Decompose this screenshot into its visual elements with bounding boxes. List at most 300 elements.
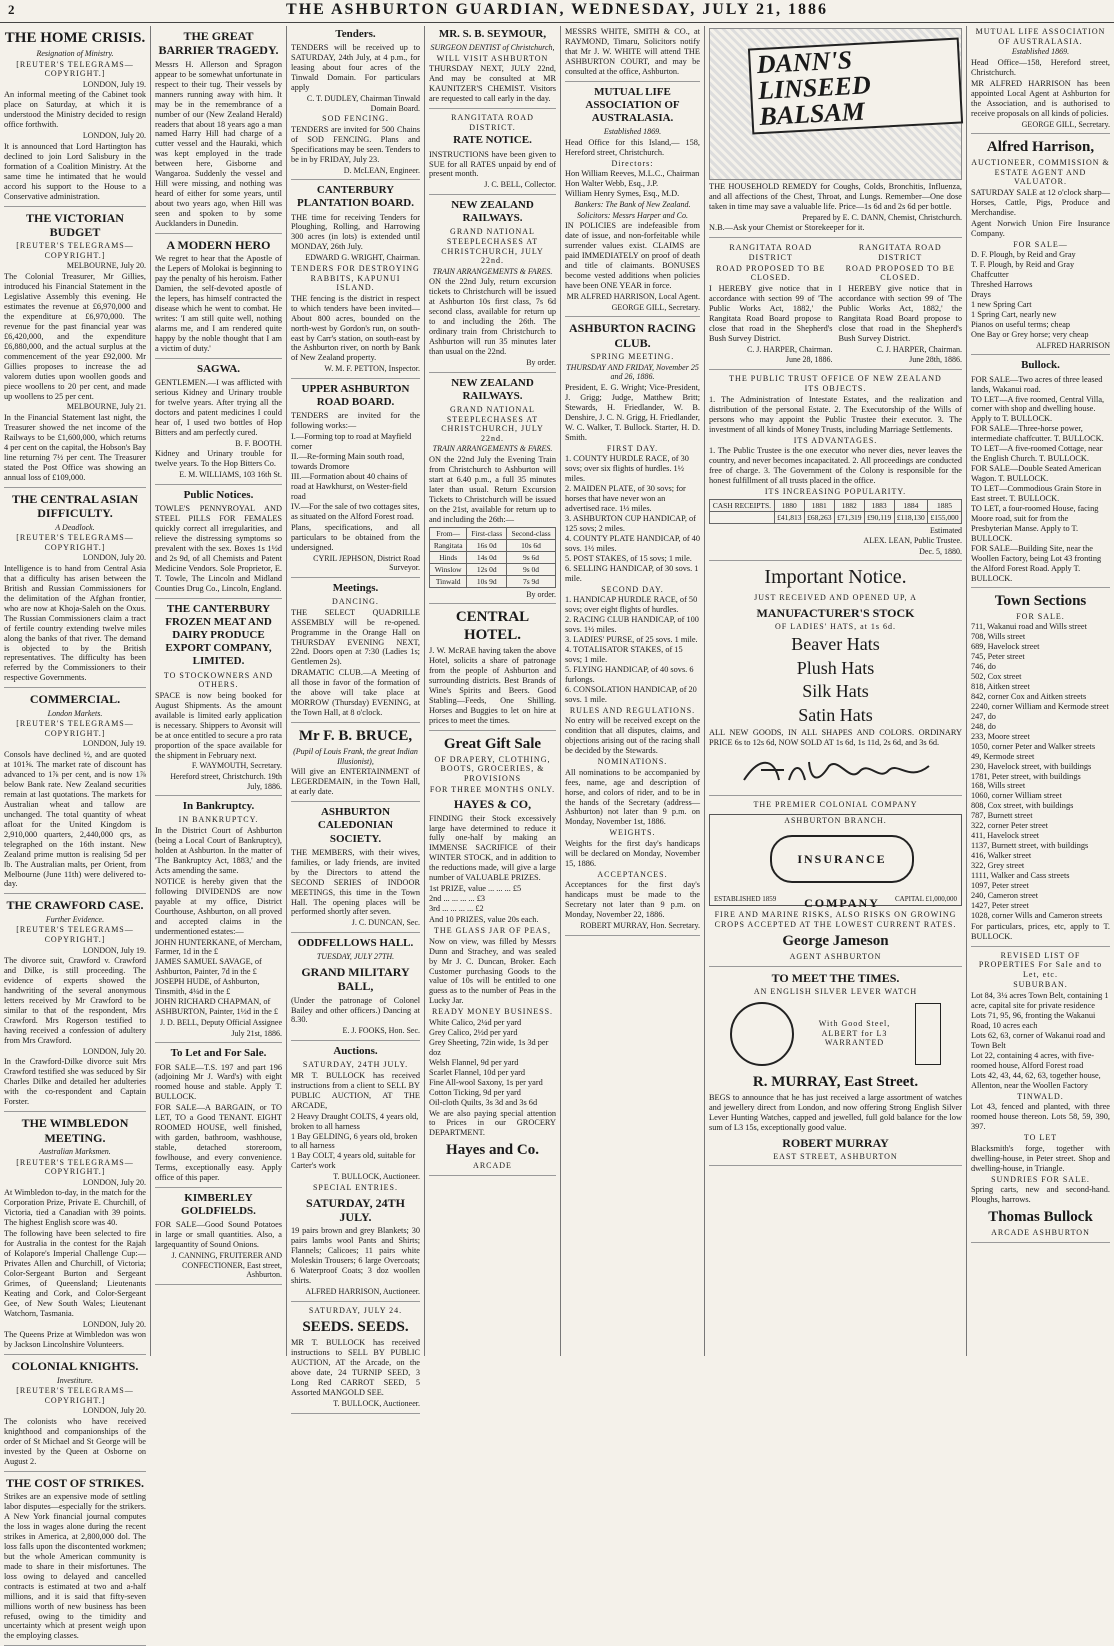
headline: THE COST OF STRIKES. [5, 1475, 145, 1490]
credit: [REUTER'S TELEGRAMS—COPYRIGHT.] [16, 533, 134, 552]
ad-subtitle: TRAIN ARRANGEMENTS & FARES. [432, 444, 553, 454]
ad-body: THE SELECT QUADRILLE ASSEMBLY will be re-opened. Programme in the Orange Hall on THURSDAY EVENING NEXT, 22nd. Doors open at 7:30 (Ladies 1s; Gentlemen 2s). [291, 607, 420, 667]
section-title: Bullock. [1021, 359, 1060, 372]
dateline: LONDON, July 20. [82, 553, 146, 563]
ad-caption: FOR SALE. [1016, 611, 1065, 621]
newspaper-title: THE ASHBURTON GUARDIAN, WEDNESDAY, JULY 21, 1886 [286, 1, 828, 18]
ad-body: And 10 PRIZES, value 20s each. [429, 915, 539, 925]
signature: CYRIL JEPHSON, District Road Surveyor. [313, 553, 420, 573]
ad-title: ASHBURTON CALEDONIAN SOCIETY. [317, 806, 394, 845]
ad-title: NEW ZEALAND RAILWAYS. [451, 199, 534, 225]
merchant-name: HAYES & CO, [453, 797, 532, 812]
table-row: Winslow 12s 0d 9s 0d [430, 563, 556, 575]
ad-title: KIMBERLEY GOLDFIELDS. [181, 1191, 256, 1218]
ad-caption: ITS INCREASING POPULARITY. [764, 487, 907, 497]
ad-body: TOWLE'S PENNYROYAL AND STEEL PILLS FOR FEMALES quickly correct all irregularities, and relieve the distressing symptoms so prevalent with the sex. Boxes 1s 1½d and 2s 9d, of all Chemists and Patent Medicine Vendors. Sole Proprietor, E. T. Towle, The Lincoln and Midland Counties Drug Co., Lincoln, England. [155, 504, 282, 593]
town-section-item: 746, do [971, 662, 996, 672]
table-row: Tinwald 10s 9d 7s 9d [430, 575, 556, 587]
town-section-item: 745, Peter street [971, 652, 1025, 662]
town-section-item: 230, Havelock street, with buildings [971, 761, 1092, 771]
ad-caption: GRAND NATIONAL STEEPLECHASES AT CHRISTCHURCH, JULY 22nd. [441, 404, 544, 443]
ad-seymour-dentist [429, 28, 556, 109]
ad-body: MR T. BULLOCK has received instructions from a client to SELL BY PUBLIC AUCTION, AT THE ARCADE, [291, 1070, 420, 1110]
ad-subtitle: Established 1869. [603, 127, 662, 137]
list-item: White Calico, 2¼d per yard [429, 1017, 522, 1027]
article-cost-of-strikes [4, 1476, 146, 1646]
signature: By order. [526, 589, 556, 599]
list-item: FOR SALE—Three-horse power, intermediate chaffcutter. T. BULLOCK. [971, 424, 1104, 444]
ad-caption: TO STOCKOWNERS AND OTHERS. [163, 670, 274, 690]
ad-body: 19 pairs brown and grey Blankets; 30 pairs lambs wool Pants and Shirts; Flannels; Calicoes; 11 pairs white Moleskin Trousers; 6 large Overcoats; 6 Waterproof Coats; 3 doz woollen shirts. [291, 1226, 420, 1286]
ad-body: THURSDAY NEXT, JULY 22nd, And may be consulted at MR KAUNITZER'S CHEMIST. Visitors are requested to call early in the day. [429, 64, 556, 104]
signature: C. J. HARPER, Chairman. [746, 344, 833, 354]
list-item: Hon Walter Webb, Esq., J.P. [565, 179, 659, 189]
ad-caption: GRAND NATIONAL STEEPLECHASES AT CHRISTCHURCH, JULY 22nd. [441, 227, 544, 266]
list-item: 1. COUNTY HURDLE RACE, of 30 sovs; over six flights of hurdles. 1½ miles. [565, 454, 689, 484]
hat-type: Satin Hats [798, 704, 873, 725]
ad-body: J. W. McRAE having taken the above Hotel, solicits a share of patronage from the people of Ashburton and surrounding districts. Best Brands of Wine's Spirits and Beers. Good Stabling—Feeds, One Shilling. Horses and Buggies to let on hire at prices to meet the times. [429, 646, 556, 725]
signature: F. WAYMOUTH, Secretary. [191, 761, 282, 771]
town-section-item: 233, Moore street [971, 731, 1030, 741]
section-title: To Let and For Sale. [170, 1047, 267, 1060]
dateline: LONDON, July 19. [82, 79, 146, 89]
credit: [REUTER'S TELEGRAMS—COPYRIGHT.] [16, 719, 134, 738]
town-section-item: 708, Wills street [971, 632, 1026, 642]
signature: E. J. FOOKS, Hon. Sec. [342, 1026, 420, 1036]
ad-caption: RANGITATA ROAD DISTRICT [729, 243, 813, 262]
article-body: The following have been selected to fire for Australia in the contest for the Rajah of Kolapore's Imperial Challenge Cup:—Privates Allen and Churchill, of Victoria; Color-Sergeant Burton and Sergeant Grimes, of Queensland; Lieutenants Keating and Cork, and Color-Sergeant Gee, of New South Wales; Lieutenant Watchorn, Tasmania. [4, 1229, 146, 1318]
ad-colonial-insurance [709, 800, 962, 966]
ad-towle-pills [155, 489, 282, 599]
masthead [0, 0, 1114, 23]
article-body: Messrs H. Allerson and Spragon appear to be somewhat unfortunate in respect to their tug. Their vessels by manners running away with him. It may be in the remembrance of a number of our (New Zealand Herald) readers that about 18 years ago a man named Harry Hill had charge of a cutter vessel and the Hauraki, which was kept employed in the trade between here, Gisborne and Wangaroa. Suddenly the vessel and Hill were missing, and nothing was heard of either for some years, until about two years ago, when Hill was seen and spoken to by some Aucklanders in Dunedin. [155, 59, 282, 229]
ad-body: FOR SALE—A BARGAIN, or TO LET, TO a Good TENANT. EIGHT ROOMED HOUSE, well finished, with garden, bathroom, washhouse, stable, detached storeroom, fowlhouse, and every convenience. Terms, exceptionally easy. Apply office of this paper. [155, 1103, 282, 1182]
table-note: Estimated [930, 525, 962, 535]
ad-caption: THE PREMIER COLONIAL COMPANY [753, 800, 918, 810]
town-section-item: 168, Wills street [971, 781, 1026, 791]
ad-body: BEGS to announce that he has just received a large assortment of watches and jewellery direct from London, and now offering Strong English Silver Lever Hunting Watches, capped and jewelled, full gold balance for the low sum of L3 15s, exceptionally good value. [709, 1092, 962, 1132]
capital: CAPITAL £1,000,000 [895, 894, 957, 903]
headline: A MODERN HERO [166, 237, 271, 252]
road-notice-2 [839, 242, 963, 365]
ad-body: Blacksmith's forge, together with dwelling-house, in Peter street. Shop and dwelling-house, in Triangle. [971, 1143, 1110, 1173]
town-section-item: 240, Cameron street [971, 890, 1039, 900]
receipts-table [709, 499, 962, 524]
article-colonial-knights [4, 1359, 146, 1472]
ad-body: TENDERS will be received up to SATURDAY, 24th July, at 4 p.m., for leasing about four acres of the Tinwald Domain. For particulars apply [291, 43, 420, 92]
ad-caption: WEIGHTS. [609, 828, 656, 838]
town-section-item: 1781, Peter street, with buildings [971, 771, 1081, 781]
ad-headline: GRAND MILITARY BALL, [301, 964, 410, 994]
signature: ALFRED HARRISON, Auctioneer. [305, 1287, 420, 1297]
ad-body: TENDERS are invited for 500 Chains of SOD FENCING. Plans and Specifications may be seen. Tenders to be in by FRIDAY, July 23. [291, 124, 420, 164]
ad-body: FINDING their Stock excessively large have determined to reduce it fully one-half by making an IMMENSE SACRIFICE of their WINTER STOCK, and in addition to the reductions made, will give a large number of VALUABLE PRIZES. [429, 813, 556, 883]
merchant-name: Thomas Bullock [988, 1209, 1093, 1226]
ads-to-let [155, 1047, 282, 1188]
ad-title: MR. S. B. SEYMOUR, [438, 28, 547, 40]
ad-kimberley [155, 1192, 282, 1285]
ad-body: THE time for receiving Tenders for Ploughing, Rolling, and Harrowing 300 acres (in lots) is extended until MONDAY, 26th July. [291, 212, 420, 252]
list-item: Cotton Ticking, 9d per yard [429, 1087, 521, 1097]
ad-title: CENTRAL HOTEL. [455, 609, 530, 644]
ad-racing-club [565, 321, 700, 936]
list-item: TO LET—A five-roomed Cottage, near the English Church. T. BULLOCK. [971, 444, 1103, 464]
ad-caption: THE GLASS JAR OF PEAS, [434, 926, 551, 936]
merchant-name: ROBERT MURRAY [782, 1135, 889, 1150]
ad-caption: ARCADE ASHBURTON [991, 1228, 1090, 1238]
list-item: I.—Forming top to road at Mayfield corner [291, 432, 412, 452]
list-item: Lot 84, 3¼ acres Town Belt, containing 1 acre, capital site for private residence [971, 991, 1109, 1011]
town-section-item: 1427, Peter street [971, 900, 1029, 910]
ad-caption: SPECIAL ENTRIES. [312, 1182, 399, 1192]
subheadline: Further Evidence. [45, 914, 105, 924]
road-notice-1 [709, 242, 833, 365]
list-item: One Bay or Grey horse; very cheap [971, 329, 1089, 339]
town-section-item: 808, Cox street, with buildings [971, 801, 1074, 811]
ad-body: We are also paying special attention to Prices in our GROCERY DEPARTMENT. [429, 1108, 556, 1138]
dateline: LONDON, July 20. [82, 1319, 146, 1329]
dateline: LONDON, July 19. [82, 945, 146, 955]
credit: [REUTER'S TELEGRAMS—COPYRIGHT.] [16, 925, 134, 944]
merchant-name: Hayes and Co. [446, 1142, 539, 1159]
town-section-item: 411, Havelock street [971, 831, 1040, 841]
ad-title: UPPER ASHBURTON ROAD BOARD. [301, 382, 410, 409]
list-item: Oil-cloth Quilts, 3s 3d and 3s 6d [429, 1097, 538, 1107]
list-item: JAMES SAMUEL SAVAGE, of Ashburton, Painter, 7d in the £ [155, 957, 262, 977]
list-item: 6. CONSOLATION HANDICAP, of 20 sovs. 1 mile. [565, 684, 697, 704]
town-section-item: 416, Walker street [971, 851, 1032, 861]
date: June 28, 1886. [785, 355, 833, 365]
article-commercial [4, 692, 146, 894]
ad-body: MR T. BULLOCK has received instructions to SELL BY PUBLIC AUCTION, AT the Arcade, on the above date, 24 TURNIP SEED, 3 Long Red CARROT SEED, 5 Assorted MANGOLD SEE. [291, 1338, 420, 1397]
list-item: 6. SELLING HANDICAP, of 30 sovs. 1 mile. [565, 563, 699, 583]
signature: J. C. BELL, Collector. [484, 180, 556, 190]
ad-plantation-board [291, 184, 420, 379]
ad-caption: ARCADE [473, 1161, 512, 1171]
list-item: 3. ASHBURTON CUP HANDICAP, of 125 sovs; 2 miles. [565, 513, 696, 533]
ad-headline: MANUFACTURER'S STOCK [756, 606, 915, 621]
ad-body: ON the 22nd July, return excursion tickets to Christchurch will be issued at Ashburton 10s first class, 7s 6d second class, available for return up to and including the 26th. The ordinary train from Christchurch to Ashburton will run 35 minutes later than usual on the 22nd. [429, 277, 556, 357]
balsam-logo-text: DANN'S LINSEED BALSAM [748, 38, 963, 135]
subheadline: Investiture. [57, 1375, 93, 1385]
column-3 [286, 26, 424, 1408]
signature: MR ALFRED HARRISON, Local Agent. [566, 292, 700, 302]
notice-railways-1 [429, 199, 556, 373]
ad-frozen-meat [155, 603, 282, 797]
ad-caledonian [291, 806, 420, 933]
article-body: The Colonial Treasurer, Mr Gillies, introduced his Financial Statement in the Legislative Assembly this evening. He estimates the revenue at £6,970,000 and the expenditure at £6,970,000. The revenue for the past financial year was £6,420,000, and the expenditure £6,880,000, and the actual surplus at the commencement of the year £92,000. Mr Gillies proposes to increase the ad valorem duties upon woollen goods and piece woollens to 20 per cent, and made up woollens to 25 per cent. [4, 272, 146, 401]
list-item: Chaffcutter [971, 270, 1009, 280]
list-item: Fine All-wool Saxony, 1s per yard [429, 1077, 543, 1087]
notice-public-trust [709, 374, 962, 562]
ad-subtitle: TUESDAY, JULY 27TH. [316, 952, 395, 962]
list-item: JOSEPH HUDE, of Ashburton, Tinsmith, 4¼d in the £ [155, 977, 260, 997]
town-section-item: 818, Aitken street [971, 681, 1030, 691]
list-item: D. F. Plough, by Reid and Gray [971, 250, 1076, 260]
dateline: LONDON, July 20. [82, 1046, 146, 1056]
subheadline: London Markets. [47, 708, 103, 718]
ad-body: Now on view, was filled by Messrs Dunn and Strachey, and was sealed by Mr J. C. Duncan, Broker. Each Customer purchasing Goods to the value of 10s will be entitled to one guess as to the number of Peas in the Lucky Jar. [429, 936, 556, 1006]
page-number: 2 [8, 2, 15, 17]
ad-body: ON the 22nd July the Evening Train from Christchurch to Ashburton will start at 6.40 p.m., a full 35 minutes later than usual. Return Excursion Tickets to Christchurch will be issued on the 21st, available for return up to and including the 26th:— [429, 454, 556, 524]
article-body: The Queens Prize at Wimbledon was won by Jackson Lincolnshire Volunteers. [4, 1330, 146, 1350]
ad-caption: TENDERS FOR DESTROYING RABBITS, KAPUNUI ISLAND. [291, 263, 420, 293]
ad-caption: AN ENGLISH SILVER LEVER WATCH [753, 987, 918, 997]
ad-title: MUTUAL LIFE ASSOCIATION OF AUSTRALASIA. [585, 85, 680, 125]
seal-text: INSURANCE COMPANY [770, 835, 914, 883]
signature: T. BULLOCK, Auctioneer. [333, 1398, 420, 1408]
article-crawford [4, 898, 146, 1112]
ad-caption: ACCEPTANCES. [597, 869, 668, 879]
ad-caption: THE PUBLIC TRUST OFFICE OF NEW ZEALAND [729, 373, 942, 383]
ad-caption: SUBURBAN. [1013, 980, 1068, 990]
ad-mutual-life [565, 86, 700, 318]
list-item: Pianos on useful terms; cheap [971, 319, 1071, 329]
ad-body: Kidney and Urinary trouble for twelve years. To the Hop Bitters Co. [155, 449, 282, 469]
section-title: In Bankruptcy. [182, 800, 255, 813]
list-item: 3rd ... ... ... ... £2 [429, 904, 484, 914]
town-section-item: 1028, corner Wills and Cameron streets [971, 910, 1103, 920]
ad-body: FOR SALE—Good Sound Potatoes in large or small quantities. Also, a largequantity of Sound Onions. [155, 1220, 282, 1250]
notice-white-smith [565, 27, 700, 82]
article-body: The colonists who have received knighthood and companionships of the order of St Michael and St George will be invested by the Queen at Osborne on August 2. [4, 1416, 146, 1466]
ads-meetings [291, 582, 420, 723]
subheadline: Resignation of Ministry. [36, 49, 114, 58]
ad-caption: AGENT ASHBURTON [789, 952, 882, 962]
headline: THE GREAT BARRIER TRAGEDY. [158, 29, 279, 58]
ad-subtitle: Established 1869. [1011, 47, 1070, 57]
list-item: T. F. Plough, by Reid and Gray [971, 260, 1075, 270]
ad-caption: ASHBURTON BRANCH. [784, 815, 887, 825]
list-item: TO LET—Commodious Grain Store in East street. T. BULLOCK. [971, 484, 1102, 504]
list-item: Scarlet Flannel, 10d per yard [429, 1067, 526, 1077]
ad-caption: Directors: [611, 158, 654, 168]
list-item: TO LET—A five roomed, Central Villa, corner with shop and dwelling house. Apply to T. BULLOCK. [971, 394, 1105, 424]
list-item: 2 Heavy Draught COLTS, 4 years old, broken to all harness [291, 1111, 419, 1131]
list-item: III.—Formation about 40 chains of road at Hawkhurst, on Wester-field road [291, 472, 408, 501]
town-section-item: 711, Wakanui road and Wills street [971, 622, 1087, 632]
town-section-list [971, 622, 1110, 921]
ad-title: Great Gift Sale [443, 735, 542, 752]
column-4 [424, 26, 560, 1356]
notice-railways-2 [429, 377, 556, 605]
town-section-item: 1137, Burnett street, with buildings [971, 841, 1089, 851]
signature: J. C. DUNCAN, Sec. [351, 918, 420, 928]
article-body: An informal meeting of the Cabinet took place on Saturday, at which it is understood the Ministry decided to resign office forthwith. [4, 90, 146, 130]
ad-seeds [291, 1306, 420, 1414]
ad-subtitle: Solicitors: Messrs Harper and Co. [577, 210, 688, 220]
ad-subtitle: THURSDAY AND FRIDAY, November 25 and 26, 1886. [566, 362, 699, 382]
established: ESTABLISHED 1859 [714, 894, 777, 903]
ad-title: TO MEET THE TIMES. [771, 970, 900, 985]
credit: [REUTER'S TELEGRAMS—COPYRIGHT.] [16, 1157, 134, 1177]
ad-murray-watches [709, 971, 962, 1167]
list-item: 2. RACING CLUB HANDICAP, of 100 sovs. 1½ miles. [565, 615, 699, 635]
ad-oddfellows [291, 937, 420, 1041]
notice-rate [429, 113, 556, 195]
dateline: LONDON, July 20. [82, 1177, 146, 1187]
ad-body: GENTLEMEN.—I was afflicted with serious Kidney and Urinary trouble for twelve years. After trying all the doctors and patent medicines I could hear of, I used two bottles of Hop Bitters and am perfectly cured. [155, 378, 282, 437]
ad-body: Head Office—158, Hereford street, Christchurch. [971, 57, 1110, 77]
ad-body: I HEREBY give notice that in accordance with section 99 of 'The Public Works Act, 1882,' the Rangitata Road Board propose to close that road in the Shepherd's Bush Survey District. [709, 283, 833, 343]
ad-body: (Under the patronage of Colonel Bailey and other officers.) Dancing at 8.30. [291, 995, 420, 1025]
ad-caption: RULES AND REGULATIONS. [569, 705, 696, 715]
ad-caption: OF LADIES' HATS, at 1s 6d. [775, 622, 896, 632]
ad-body: For particulars, prices, etc, apply to T. BULLOCK. [971, 921, 1110, 941]
dateline: MELBOURNE, July 21. [66, 402, 146, 412]
ad-subtitle: SURGEON DENTIST of Christchurch, [430, 43, 555, 53]
town-section-item: 1050, corner Peter and Walker streets [971, 741, 1096, 751]
article-body: At Wimbledon to-day, in the match for the Corporation Prize, Private E. Churchill, of Victoria, tied a Canadian with 39 points. The highest English score was 40. [4, 1188, 146, 1228]
list-item: 1 Spring Cart, nearly new [971, 309, 1057, 319]
ad-body: In the District Court of Ashburton (being a Local Court of Bankruptcy), holden at Ashburton. In the matter of 'The Bankruptcy Act, 1883,' and the Acts amending the same. [155, 826, 282, 875]
town-section-item: 1097, Peter street [971, 880, 1029, 890]
ad-body: MR ALFRED HARRISON has been appointed Local Agent at Ashburton for the Association, and is authorised to receive proposals on all kinds of policies. [971, 78, 1110, 118]
list-item: FOR SALE—Double Seated American Wagon. T. BULLOCK. [971, 464, 1102, 484]
hat-type: Beaver Hats [791, 634, 880, 655]
hat-type: Silk Hats [802, 681, 869, 702]
list-item: 2. MAIDEN PLATE, of 30 sovs; for horses that have never won an advertised race. 1½ miles. [565, 484, 686, 513]
ad-title: THE CANTERBURY FROZEN MEAT AND DAIRY PRODUCE EXPORT COMPANY, LIMITED. [165, 602, 272, 668]
ad-subtitle: Bankers: The Bank of New Zealand. [574, 200, 691, 210]
ad-upper-ashburton [291, 383, 420, 578]
ad-body: All nominations to be accompanied by fees, name, age and description of horse, and colors of rider, and to be in the hands of the Secretary (address—Ashburton) not later than 9 p.m. on Monday, November 1st, 1886. [565, 767, 700, 827]
ad-title: NEW ZEALAND RAILWAYS. [451, 376, 534, 402]
ad-town-sections [971, 592, 1110, 947]
article-barrier-tragedy [155, 29, 282, 234]
list-item: TO LET, a four-roomed House, facing Moore road, suit for from the Presbyterian Manse. Apply to T. BULLOCK. [971, 503, 1099, 543]
list-item: 1st PRIZE, value ... ... ... £5 [429, 884, 522, 894]
list-item: Grey Sheeting, 72in wide, 1s 3d per doz [429, 1037, 549, 1057]
ad-gift-sale [429, 735, 556, 1176]
ad-caption: FOR THREE MONTHS ONLY. [429, 784, 556, 794]
ad-body: THE HOUSEHOLD REMEDY for Coughs, Colds, Bronchitis, Influenza, and all affections of the Chest, Throat, and Lungs. Remember—One dose taken in time may save a valuable life. Price—1s 6d and 2s 6d per bottle. [709, 182, 962, 211]
ad-caption: SPRING MEETING. [590, 352, 675, 362]
signature: Hereford street, Christchurch. 19th July, 1886. [170, 772, 282, 791]
ad-caption: RANGITATA ROAD DISTRICT. [451, 113, 534, 132]
ad-body: Acceptances for the first day's handicaps must be made to the Secretary not later than 9 p.m. on Monday, November 22, 1886. [565, 880, 700, 920]
credit: [REUTER'S TELEGRAMS—COPYRIGHT.] [16, 241, 134, 260]
list-item: 5. FLYING HANDICAP, of 40 sovs. 6 furlongs. [565, 664, 694, 684]
ad-body: Head Office for this Island,— 158, Hereford street, Christchurch. [565, 137, 700, 157]
road-notices [709, 242, 962, 369]
ad-caption: WILL VISIT ASHBURTON [436, 53, 549, 63]
section-title: Tenders. [335, 28, 376, 40]
ad-body: 1. The Public Trustee is the one executor who never dies, never leaves the country, and never becomes incapacitated. 2. All proceedings are conducted free of charge. 3. The Government of the Colony is responsible for the honest fulfillment of all trusts placed in the office. [709, 446, 962, 486]
signature: By order. [526, 357, 556, 367]
signature: EDWARD G. WRIGHT, Chairman. [305, 253, 420, 263]
column-2 [150, 26, 286, 1356]
list-item: 4. TOTALISATOR STAKES, of 15 sovs; 1 mile. [565, 644, 683, 664]
ad-body: NOTICE is hereby given that the following DIVIDENDS are now payable at my office, District Courthouse, Ashburton, on all proved and accepted claims in the undermentioned estates:— [155, 876, 282, 936]
ad-caption: NOMINATIONS. [597, 757, 668, 767]
column-6 [704, 26, 966, 1356]
town-section-item: 322, Grey street [971, 861, 1025, 871]
column-1 [0, 26, 150, 1641]
article-body: In the Financial Statement last night, the Treasurer showed the net income of the Railways to be £1,600,000, which returns 4 per cent on the capital, the Hobson's Bay line returning 7½ per cent. The Treasurer stated the Post Office was showing an annual loss of £109,000. [4, 413, 146, 482]
ad-body: Spring carts, new and second-hand. Ploughs, harrows. [971, 1185, 1110, 1205]
ad-sagwa [155, 363, 282, 485]
ad-caption: OF DRAPERY, CLOTHING, BOOTS, GROCERIES, & PROVISIONS [434, 754, 551, 783]
signature: T. BULLOCK, Auctioneer. [333, 1172, 420, 1182]
insurance-seal [709, 814, 962, 910]
headline: THE CRAWFORD CASE. [6, 898, 144, 913]
ad-caption: FIRST DAY. [606, 443, 659, 453]
list-item: Hon William Reeves, M.L.C., Chairman [565, 169, 700, 179]
town-section-item: 787, Burnett street [971, 811, 1033, 821]
ad-caption: DANCING. [332, 597, 379, 607]
signature: Prepared by E. C. DANN, Chemist, Christchurch. [802, 212, 962, 222]
signature: E. M. WILLIAMS, 103 16th St. [179, 470, 282, 480]
balsam-illustration [709, 28, 962, 180]
ad-caption: SATURDAY, JULY 24. [308, 1305, 403, 1315]
article-body: The divorce suit, Crawford v. Crawford and Dilke, is still proceeding. The evidence of experts showed the handwriting of the several anonymous letters received by Mr Crawford to be similar to that of the respondent, Mrs Crawford. Mrs Rogerson testified to having received a confession of adultery from Mrs Crawford. [4, 956, 146, 1045]
ad-caption: READY MONEY BUSINESS. [431, 1007, 554, 1017]
section-title: Meetings. [332, 581, 379, 594]
article-modern-hero [155, 238, 282, 359]
signature: W. M. F. PETTON, Inspector. [324, 364, 420, 374]
ad-caption: RANGITATA ROAD DISTRICT [858, 243, 942, 262]
clock-icon [915, 1003, 941, 1065]
article-body: Strikes are an expensive mode of settling labor disputes—especially for the strikers. A New York financial journal computes the loss in wages alone during the recent strikes in America, at 2,800,000 dol. The loss falls upon the discontented workmen; but the whole American community is made to share in their misfortunes. The loss owing to delayed and cancelled contracts is estimated at two and a-half millions, and it is said that fifty-seven millions worth of new business has been refused, owing to the timidity and uncertainty which at present weigh upon the employing classes. [4, 1492, 146, 1641]
list-item: JOHN RICHARD CHAPMAN, of ASHBURTON, Painter, 1½d in the £ [155, 997, 279, 1017]
town-section-item: 247, do [971, 711, 996, 721]
ad-caption: JUST RECEIVED AND OPENED UP, A [754, 593, 917, 603]
ad-title: Mr F. B. BRUCE, [298, 728, 413, 745]
ad-body: MESSRS WHITE, SMITH & CO., at RAYMOND, Timaru, Solicitors notify that Mr J. W. WHITE will attend THE ASHBURTON COURT, and may be consulted at the office, Ashburton. [565, 27, 700, 76]
headline: THE HOME CRISIS. [4, 30, 146, 46]
column-5 [560, 26, 704, 1356]
signature-scrawl [739, 752, 939, 788]
article-victorian-budget [4, 211, 146, 488]
ad-bruce [291, 727, 420, 802]
town-section-item: 49, Kermode street [971, 751, 1035, 761]
headline: COLONIAL KNIGHTS. [11, 1359, 139, 1374]
merchant-name: R. MURRAY, East Street. [752, 1073, 919, 1090]
table-row: From— First-class Second-class [430, 527, 556, 539]
ad-title: ASHBURTON RACING CLUB. [568, 321, 697, 350]
list-item: Lots 42, 43, 44, 62, 63, together house, Allenton, near the Woollen Factory [971, 1070, 1101, 1090]
ad-body: INSTRUCTIONS have been given to SUE for all RATES unpaid by end of present month. [429, 149, 556, 179]
ad-caption: ITS ADVANTAGES. [793, 435, 878, 445]
article-wimbledon [4, 1116, 146, 1355]
ad-title: CANTERBURY PLANTATION BOARD. [297, 184, 414, 210]
dateline: LONDON, July 20. [82, 131, 146, 141]
list-item: Lots 71, 95, 96, fronting the Wakanui Road, 10 acres each [971, 1010, 1096, 1030]
ad-body: I HEREBY give notice that in accordance with section 99 of 'The Public Works Act, 1882,' the Rangitata Road Board propose to close that road in the Shepherd's Bush Survey District. [838, 283, 962, 343]
ad-caption: SECOND DAY. [601, 584, 664, 594]
agent-name: George Jameson [782, 933, 889, 950]
list-item: FOR SALE—Two acres of three leased lands, Wakanui road. [971, 374, 1103, 394]
credit: [REUTER'S TELEGRAMS—COPYRIGHT.] [16, 59, 134, 79]
ad-title: ODDFELLOWS HALL. [297, 937, 414, 950]
ad-title: Town Sections [994, 592, 1087, 609]
list-item: II.—Re-forming Main south road, towards Dromore [291, 452, 405, 472]
ad-caption: TO LET [1023, 1133, 1058, 1143]
hat-type: Plush Hats [796, 657, 875, 678]
signature: J. CANNING, FRUITERER AND CONFECTIONER, East street, Ashburton. [171, 1251, 282, 1280]
ad-important-notice [709, 565, 962, 796]
list-item: 1. HANDICAP HURDLE RACE, of 50 sovs; over eight flights of hurdles. [565, 595, 698, 615]
ad-central-hotel [429, 608, 556, 731]
town-section-item: 1111, Walker and Cass streets [971, 871, 1070, 881]
column-7 [966, 26, 1114, 1356]
ad-subtitle: TRAIN ARRANGEMENTS & FARES. [432, 266, 553, 276]
ad-caption: REVISED LIST OF PROPERTIES For Sale and to Let, etc. [978, 950, 1103, 979]
ad-body: N.B.—Ask your Chemist or Storekeeper for it. [709, 223, 865, 233]
notice-bankruptcy [155, 800, 282, 1043]
section-title: Public Notices. [183, 488, 254, 501]
